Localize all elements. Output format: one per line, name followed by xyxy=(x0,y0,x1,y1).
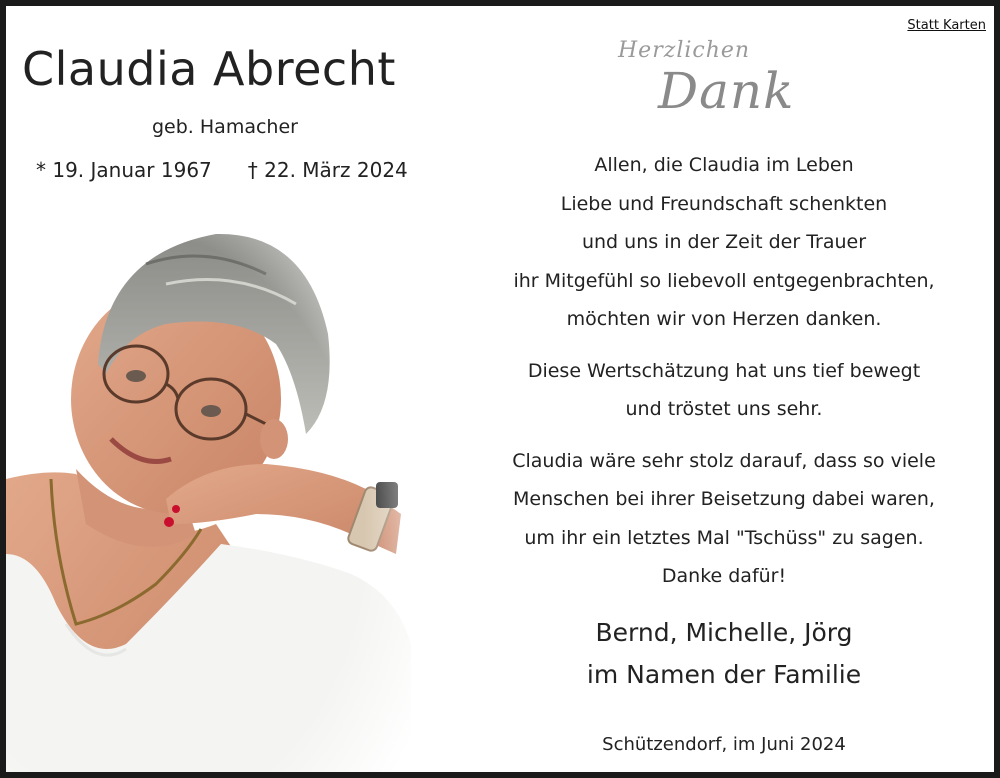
message-line: ihr Mitgefühl so liebevoll entgegenbrachten, xyxy=(513,269,935,292)
signature-family: im Namen der Familie xyxy=(586,660,862,689)
statt-karten-label: Statt Karten xyxy=(907,18,986,33)
message-line: Allen, die Claudia im Leben xyxy=(594,154,854,176)
message-line: um ihr ein letztes Mal "Tschüss" zu sagen. xyxy=(524,526,924,549)
message-line: Menschen bei ihrer Beisetzung dabei waren, xyxy=(513,488,935,510)
deceased-name: Claudia Abrecht xyxy=(22,42,396,96)
message-line: Liebe und Freundschaft schenkten xyxy=(560,192,888,215)
message-line: und tröstet uns sehr. xyxy=(625,398,823,420)
portrait-photo xyxy=(6,224,416,772)
message-line: möchten wir von Herzen danken. xyxy=(566,308,882,330)
message-paragraph-3 xyxy=(456,442,992,596)
signature-names: Bernd, Michelle, Jörg xyxy=(595,618,853,647)
thank-you-heading xyxy=(618,38,828,128)
heading-herzlichen: Herzlichen xyxy=(618,38,751,63)
birth-date: * 19. Januar 1967 xyxy=(36,158,212,182)
life-dates xyxy=(36,158,408,182)
message-line: Claudia wäre sehr stolz darauf, dass so viele xyxy=(512,449,936,472)
message-line: Danke dafür! xyxy=(661,565,787,587)
message-paragraph-2 xyxy=(456,352,992,429)
place-date: Schützendorf, im Juni 2024 xyxy=(602,734,846,755)
message-line: Diese Wertschätzung hat uns tief bewegt xyxy=(527,359,921,382)
heading-dank: Dank xyxy=(658,62,795,120)
message-paragraph-1 xyxy=(456,146,992,339)
message-line: und uns in der Zeit der Trauer xyxy=(581,231,867,253)
maiden-name: geb. Hamacher xyxy=(152,116,298,138)
thank-you-message xyxy=(456,146,992,609)
death-date: † 22. März 2024 xyxy=(247,158,408,182)
signature xyxy=(456,612,992,696)
